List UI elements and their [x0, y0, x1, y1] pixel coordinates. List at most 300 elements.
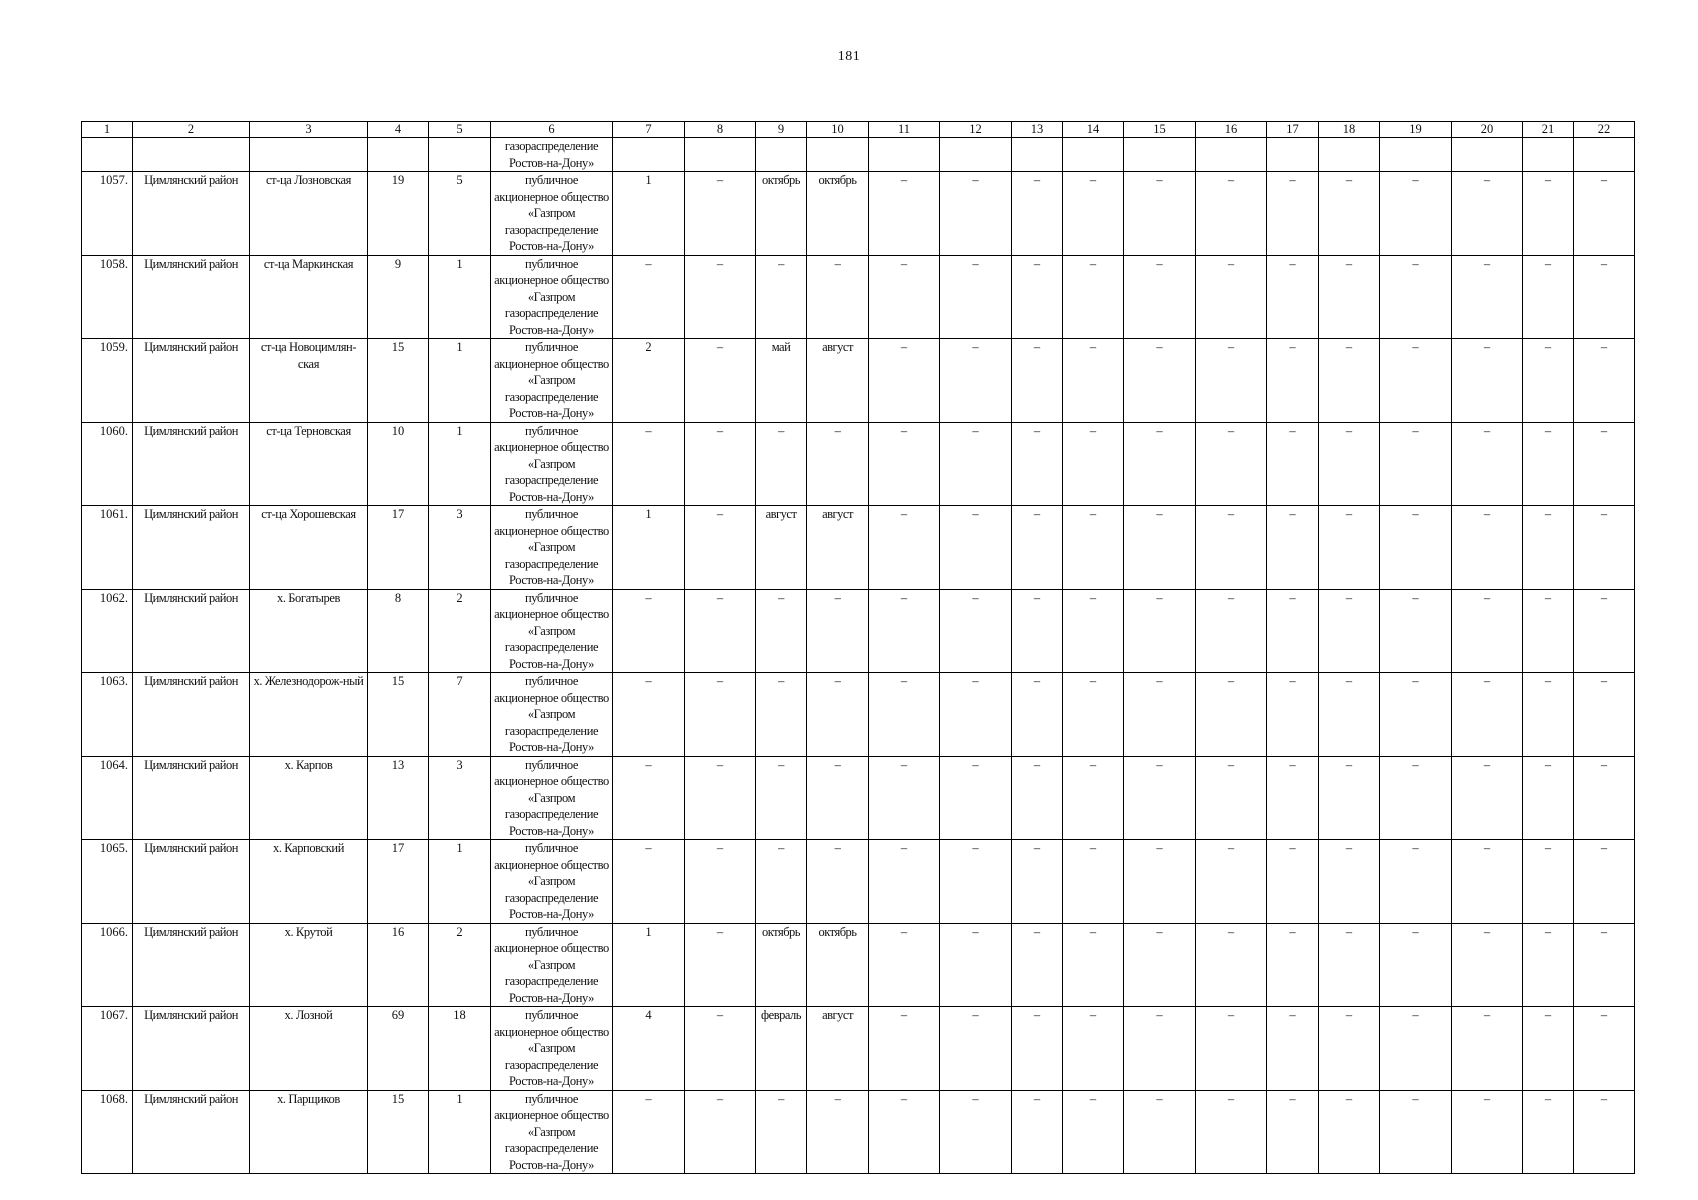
dash-cell-22: –: [1574, 923, 1635, 1007]
organization-cell: публичное акционерное общество «Газпром газораспределение Ростов-на-Дону»: [491, 1090, 613, 1174]
dash-cell-18: –: [1319, 422, 1380, 506]
value-cell-5: 1: [429, 339, 491, 423]
dash-cell-15: –: [1124, 840, 1196, 924]
value-cell-7: 1: [613, 172, 685, 256]
dash-cell-16: –: [1196, 589, 1267, 673]
header-cell-21: 21: [1523, 122, 1574, 138]
dash-cell-15: –: [1124, 673, 1196, 757]
value-cell-8: –: [685, 1090, 756, 1174]
settlement-cell: х. Железнодорож-ный: [250, 673, 368, 757]
dash-cell-16: –: [1196, 673, 1267, 757]
value-cell-7: –: [613, 756, 685, 840]
header-cell-9: 9: [756, 122, 807, 138]
value-cell-8: –: [685, 1007, 756, 1091]
row-number: 1066.: [82, 923, 133, 1007]
dash-cell-22: –: [1574, 673, 1635, 757]
value-cell-8: –: [685, 255, 756, 339]
dash-cell-17: –: [1267, 1090, 1319, 1174]
dash-cell-20: –: [1452, 255, 1523, 339]
dash-cell-15: –: [1124, 589, 1196, 673]
dash-cell-19: –: [1380, 339, 1452, 423]
month-start-cell: февраль: [756, 1007, 807, 1091]
dash-cell-11: –: [869, 422, 940, 506]
dash-cell-11: –: [869, 506, 940, 590]
value-cell-8: –: [685, 422, 756, 506]
settlement-cell: х. Парщиков: [250, 1090, 368, 1174]
header-cell-17: 17: [1267, 122, 1319, 138]
dash-cell-16: –: [1196, 1007, 1267, 1091]
settlement-cell: ст-ца Хорошевская: [250, 506, 368, 590]
dash-cell-15: –: [1124, 1090, 1196, 1174]
dash-cell-18: –: [1319, 339, 1380, 423]
dash-cell-14: –: [1063, 673, 1124, 757]
dash-cell-20: –: [1452, 1090, 1523, 1174]
value-cell-4: 8: [368, 589, 429, 673]
organization-cell: публичное акционерное общество «Газпром газораспределение Ростов-на-Дону»: [491, 840, 613, 924]
dash-cell-15: –: [1124, 255, 1196, 339]
value-cell-4: 10: [368, 422, 429, 506]
header-cell-14: 14: [1063, 122, 1124, 138]
dash-cell-15: –: [1124, 756, 1196, 840]
dash-cell-12: –: [940, 589, 1012, 673]
header-cell-20: 20: [1452, 122, 1523, 138]
table-row: [82, 673, 1635, 757]
value-cell-5: 18: [429, 1007, 491, 1091]
header-cell-4: 4: [368, 122, 429, 138]
row-number: 1068.: [82, 1090, 133, 1174]
dash-cell-18: –: [1319, 923, 1380, 1007]
value-cell-5: 1: [429, 255, 491, 339]
district-cell: Цимлянский район: [133, 506, 250, 590]
continuation-cell-17: [1267, 138, 1319, 172]
dash-cell-11: –: [869, 923, 940, 1007]
continuation-row: [82, 138, 1635, 172]
dash-cell-17: –: [1267, 422, 1319, 506]
dash-cell-15: –: [1124, 506, 1196, 590]
header-cell-2: 2: [133, 122, 250, 138]
organization-cell: публичное акционерное общество «Газпром газораспределение Ростов-на-Дону»: [491, 172, 613, 256]
row-number: 1062.: [82, 589, 133, 673]
value-cell-4: 15: [368, 1090, 429, 1174]
value-cell-7: –: [613, 840, 685, 924]
dash-cell-18: –: [1319, 756, 1380, 840]
dash-cell-19: –: [1380, 255, 1452, 339]
value-cell-5: 3: [429, 756, 491, 840]
dash-cell-17: –: [1267, 339, 1319, 423]
dash-cell-15: –: [1124, 1007, 1196, 1091]
row-number: 1059.: [82, 339, 133, 423]
row-number: 1063.: [82, 673, 133, 757]
settlement-cell: х. Крутой: [250, 923, 368, 1007]
row-number: 1067.: [82, 1007, 133, 1091]
dash-cell-21: –: [1523, 255, 1574, 339]
header-cell-6: 6: [491, 122, 613, 138]
dash-cell-17: –: [1267, 756, 1319, 840]
dash-cell-21: –: [1523, 1007, 1574, 1091]
dash-cell-22: –: [1574, 840, 1635, 924]
dash-cell-21: –: [1523, 172, 1574, 256]
dash-cell-19: –: [1380, 673, 1452, 757]
dash-cell-14: –: [1063, 255, 1124, 339]
dash-cell-17: –: [1267, 589, 1319, 673]
header-cell-19: 19: [1380, 122, 1452, 138]
continuation-cell-3: [250, 138, 368, 172]
header-cell-12: 12: [940, 122, 1012, 138]
dash-cell-14: –: [1063, 172, 1124, 256]
header-cell-10: 10: [807, 122, 869, 138]
dash-cell-13: –: [1012, 840, 1063, 924]
dash-cell-11: –: [869, 1090, 940, 1174]
month-end-cell: –: [807, 840, 869, 924]
table-row: [82, 756, 1635, 840]
continuation-cell-19: [1380, 138, 1452, 172]
header-cell-13: 13: [1012, 122, 1063, 138]
value-cell-4: 17: [368, 840, 429, 924]
dash-cell-19: –: [1380, 923, 1452, 1007]
dash-cell-11: –: [869, 339, 940, 423]
dash-cell-16: –: [1196, 506, 1267, 590]
header-cell-3: 3: [250, 122, 368, 138]
value-cell-4: 15: [368, 339, 429, 423]
dash-cell-19: –: [1380, 1007, 1452, 1091]
district-cell: Цимлянский район: [133, 1007, 250, 1091]
value-cell-5: 5: [429, 172, 491, 256]
month-start-cell: –: [756, 840, 807, 924]
value-cell-4: 69: [368, 1007, 429, 1091]
value-cell-7: –: [613, 589, 685, 673]
page-number: 181: [837, 49, 861, 64]
dash-cell-12: –: [940, 506, 1012, 590]
dash-cell-11: –: [869, 673, 940, 757]
table-body: [82, 138, 1635, 1174]
dash-cell-14: –: [1063, 923, 1124, 1007]
dash-cell-16: –: [1196, 756, 1267, 840]
value-cell-5: 1: [429, 840, 491, 924]
dash-cell-19: –: [1380, 422, 1452, 506]
dash-cell-21: –: [1523, 506, 1574, 590]
dash-cell-20: –: [1452, 923, 1523, 1007]
value-cell-5: 1: [429, 422, 491, 506]
value-cell-5: 1: [429, 1090, 491, 1174]
value-cell-7: 1: [613, 506, 685, 590]
district-cell: Цимлянский район: [133, 923, 250, 1007]
table-row: [82, 923, 1635, 1007]
dash-cell-22: –: [1574, 756, 1635, 840]
settlement-cell: х. Карповский: [250, 840, 368, 924]
dash-cell-18: –: [1319, 589, 1380, 673]
settlement-cell: ст-ца Маркинская: [250, 255, 368, 339]
continuation-cell-6: газораспределение Ростов-на-Дону»: [491, 138, 613, 172]
settlement-cell: х. Лозной: [250, 1007, 368, 1091]
dash-cell-20: –: [1452, 673, 1523, 757]
value-cell-5: 3: [429, 506, 491, 590]
dash-cell-13: –: [1012, 756, 1063, 840]
value-cell-7: –: [613, 673, 685, 757]
month-end-cell: –: [807, 673, 869, 757]
dash-cell-22: –: [1574, 339, 1635, 423]
value-cell-4: 13: [368, 756, 429, 840]
dash-cell-14: –: [1063, 506, 1124, 590]
dash-cell-21: –: [1523, 589, 1574, 673]
continuation-cell-21: [1523, 138, 1574, 172]
dash-cell-19: –: [1380, 840, 1452, 924]
dash-cell-18: –: [1319, 673, 1380, 757]
continuation-cell-12: [940, 138, 1012, 172]
continuation-cell-20: [1452, 138, 1523, 172]
dash-cell-16: –: [1196, 923, 1267, 1007]
month-start-cell: май: [756, 339, 807, 423]
organization-cell: публичное акционерное общество «Газпром газораспределение Ростов-на-Дону»: [491, 923, 613, 1007]
dash-cell-19: –: [1380, 1090, 1452, 1174]
month-start-cell: –: [756, 1090, 807, 1174]
settlement-cell: ст-ца Лозновская: [250, 172, 368, 256]
district-cell: Цимлянский район: [133, 255, 250, 339]
table-row: [82, 255, 1635, 339]
value-cell-7: 2: [613, 339, 685, 423]
dash-cell-21: –: [1523, 673, 1574, 757]
dash-cell-19: –: [1380, 506, 1452, 590]
dash-cell-22: –: [1574, 255, 1635, 339]
value-cell-5: 7: [429, 673, 491, 757]
dash-cell-21: –: [1523, 1090, 1574, 1174]
organization-cell: публичное акционерное общество «Газпром газораспределение Ростов-на-Дону»: [491, 673, 613, 757]
dash-cell-14: –: [1063, 589, 1124, 673]
dash-cell-18: –: [1319, 172, 1380, 256]
dash-cell-12: –: [940, 1090, 1012, 1174]
month-end-cell: октябрь: [807, 172, 869, 256]
table-row: [82, 1007, 1635, 1091]
dash-cell-12: –: [940, 1007, 1012, 1091]
row-number: 1057.: [82, 172, 133, 256]
continuation-cell-5: [429, 138, 491, 172]
month-start-cell: –: [756, 673, 807, 757]
settlement-cell: ст-ца Новоцимлян-ская: [250, 339, 368, 423]
header-cell-8: 8: [685, 122, 756, 138]
dash-cell-13: –: [1012, 422, 1063, 506]
dash-cell-12: –: [940, 422, 1012, 506]
value-cell-8: –: [685, 339, 756, 423]
value-cell-8: –: [685, 172, 756, 256]
table-row: [82, 1090, 1635, 1174]
dash-cell-22: –: [1574, 172, 1635, 256]
organization-cell: публичное акционерное общество «Газпром газораспределение Ростов-на-Дону»: [491, 339, 613, 423]
dash-cell-19: –: [1380, 756, 1452, 840]
dash-cell-11: –: [869, 589, 940, 673]
value-cell-8: –: [685, 673, 756, 757]
dash-cell-12: –: [940, 339, 1012, 423]
dash-cell-22: –: [1574, 589, 1635, 673]
continuation-cell-16: [1196, 138, 1267, 172]
dash-cell-12: –: [940, 673, 1012, 757]
dash-cell-17: –: [1267, 673, 1319, 757]
dash-cell-21: –: [1523, 756, 1574, 840]
month-start-cell: –: [756, 589, 807, 673]
dash-cell-16: –: [1196, 422, 1267, 506]
dash-cell-14: –: [1063, 339, 1124, 423]
district-cell: Цимлянский район: [133, 840, 250, 924]
dash-cell-13: –: [1012, 255, 1063, 339]
header-cell-5: 5: [429, 122, 491, 138]
dash-cell-13: –: [1012, 1090, 1063, 1174]
organization-cell: публичное акционерное общество «Газпром газораспределение Ростов-на-Дону»: [491, 255, 613, 339]
dash-cell-17: –: [1267, 506, 1319, 590]
value-cell-4: 19: [368, 172, 429, 256]
continuation-cell-22: [1574, 138, 1635, 172]
dash-cell-20: –: [1452, 589, 1523, 673]
value-cell-8: –: [685, 589, 756, 673]
header-cell-18: 18: [1319, 122, 1380, 138]
dash-cell-18: –: [1319, 255, 1380, 339]
dash-cell-20: –: [1452, 506, 1523, 590]
continuation-cell-14: [1063, 138, 1124, 172]
value-cell-7: –: [613, 1090, 685, 1174]
value-cell-8: –: [685, 923, 756, 1007]
month-start-cell: октябрь: [756, 172, 807, 256]
continuation-cell-11: [869, 138, 940, 172]
header-cell-22: 22: [1574, 122, 1635, 138]
continuation-cell-9: [756, 138, 807, 172]
district-cell: Цимлянский район: [133, 422, 250, 506]
continuation-cell-7: [613, 138, 685, 172]
dash-cell-11: –: [869, 1007, 940, 1091]
dash-cell-12: –: [940, 172, 1012, 256]
organization-cell: публичное акционерное общество «Газпром газораспределение Ростов-на-Дону»: [491, 422, 613, 506]
month-end-cell: –: [807, 756, 869, 840]
month-end-cell: август: [807, 1007, 869, 1091]
dash-cell-16: –: [1196, 1090, 1267, 1174]
row-number: 1060.: [82, 422, 133, 506]
dash-cell-16: –: [1196, 339, 1267, 423]
dash-cell-18: –: [1319, 506, 1380, 590]
dash-cell-13: –: [1012, 506, 1063, 590]
dash-cell-21: –: [1523, 422, 1574, 506]
dash-cell-12: –: [940, 255, 1012, 339]
dash-cell-22: –: [1574, 422, 1635, 506]
dash-cell-14: –: [1063, 422, 1124, 506]
dash-cell-22: –: [1574, 1007, 1635, 1091]
dash-cell-14: –: [1063, 756, 1124, 840]
organization-cell: публичное акционерное общество «Газпром газораспределение Ростов-на-Дону»: [491, 756, 613, 840]
value-cell-7: 1: [613, 923, 685, 1007]
month-start-cell: август: [756, 506, 807, 590]
dash-cell-11: –: [869, 756, 940, 840]
dash-cell-17: –: [1267, 840, 1319, 924]
month-start-cell: –: [756, 756, 807, 840]
month-end-cell: –: [807, 422, 869, 506]
header-row: [82, 122, 1635, 138]
district-cell: Цимлянский район: [133, 673, 250, 757]
dash-cell-20: –: [1452, 840, 1523, 924]
row-number: 1061.: [82, 506, 133, 590]
row-number: 1065.: [82, 840, 133, 924]
dash-cell-21: –: [1523, 840, 1574, 924]
row-number: 1064.: [82, 756, 133, 840]
value-cell-4: 16: [368, 923, 429, 1007]
month-start-cell: –: [756, 422, 807, 506]
dash-cell-15: –: [1124, 923, 1196, 1007]
table-row: [82, 840, 1635, 924]
dash-cell-14: –: [1063, 840, 1124, 924]
dash-cell-11: –: [869, 255, 940, 339]
dash-cell-20: –: [1452, 1007, 1523, 1091]
month-start-cell: октябрь: [756, 923, 807, 1007]
month-end-cell: август: [807, 339, 869, 423]
table-row: [82, 339, 1635, 423]
continuation-cell-13: [1012, 138, 1063, 172]
dash-cell-16: –: [1196, 255, 1267, 339]
dash-cell-12: –: [940, 756, 1012, 840]
table-row: [82, 589, 1635, 673]
dash-cell-13: –: [1012, 1007, 1063, 1091]
organization-cell: публичное акционерное общество «Газпром газораспределение Ростов-на-Дону»: [491, 506, 613, 590]
dash-cell-16: –: [1196, 172, 1267, 256]
dash-cell-19: –: [1380, 589, 1452, 673]
month-end-cell: октябрь: [807, 923, 869, 1007]
header-cell-15: 15: [1124, 122, 1196, 138]
value-cell-7: –: [613, 422, 685, 506]
table-row: [82, 172, 1635, 256]
header-cell-16: 16: [1196, 122, 1267, 138]
row-number: 1058.: [82, 255, 133, 339]
header-cell-11: 11: [869, 122, 940, 138]
continuation-cell-4: [368, 138, 429, 172]
dash-cell-21: –: [1523, 923, 1574, 1007]
dash-cell-20: –: [1452, 422, 1523, 506]
continuation-cell-15: [1124, 138, 1196, 172]
value-cell-8: –: [685, 756, 756, 840]
dash-cell-20: –: [1452, 172, 1523, 256]
dash-cell-11: –: [869, 172, 940, 256]
dash-cell-22: –: [1574, 1090, 1635, 1174]
value-cell-4: 15: [368, 673, 429, 757]
month-start-cell: –: [756, 255, 807, 339]
dash-cell-21: –: [1523, 339, 1574, 423]
dash-cell-14: –: [1063, 1007, 1124, 1091]
value-cell-8: –: [685, 840, 756, 924]
district-cell: Цимлянский район: [133, 756, 250, 840]
dash-cell-13: –: [1012, 589, 1063, 673]
value-cell-8: –: [685, 506, 756, 590]
dash-cell-15: –: [1124, 422, 1196, 506]
value-cell-4: 17: [368, 506, 429, 590]
dash-cell-22: –: [1574, 506, 1635, 590]
month-end-cell: –: [807, 1090, 869, 1174]
district-cell: Цимлянский район: [133, 172, 250, 256]
dash-cell-12: –: [940, 840, 1012, 924]
header-cell-7: 7: [613, 122, 685, 138]
dash-cell-17: –: [1267, 1007, 1319, 1091]
district-cell: Цимлянский район: [133, 1090, 250, 1174]
dash-cell-18: –: [1319, 840, 1380, 924]
district-cell: Цимлянский район: [133, 589, 250, 673]
value-cell-7: 4: [613, 1007, 685, 1091]
value-cell-5: 2: [429, 923, 491, 1007]
continuation-cell-1: [82, 138, 133, 172]
continuation-cell-2: [133, 138, 250, 172]
dash-cell-17: –: [1267, 255, 1319, 339]
month-end-cell: –: [807, 255, 869, 339]
value-cell-7: –: [613, 255, 685, 339]
settlement-cell: ст-ца Терновская: [250, 422, 368, 506]
dash-cell-17: –: [1267, 923, 1319, 1007]
organization-cell: публичное акционерное общество «Газпром газораспределение Ростов-на-Дону»: [491, 1007, 613, 1091]
dash-cell-20: –: [1452, 339, 1523, 423]
dash-cell-13: –: [1012, 673, 1063, 757]
dash-cell-11: –: [869, 840, 940, 924]
dash-cell-18: –: [1319, 1090, 1380, 1174]
dash-cell-17: –: [1267, 172, 1319, 256]
settlement-cell: х. Карпов: [250, 756, 368, 840]
